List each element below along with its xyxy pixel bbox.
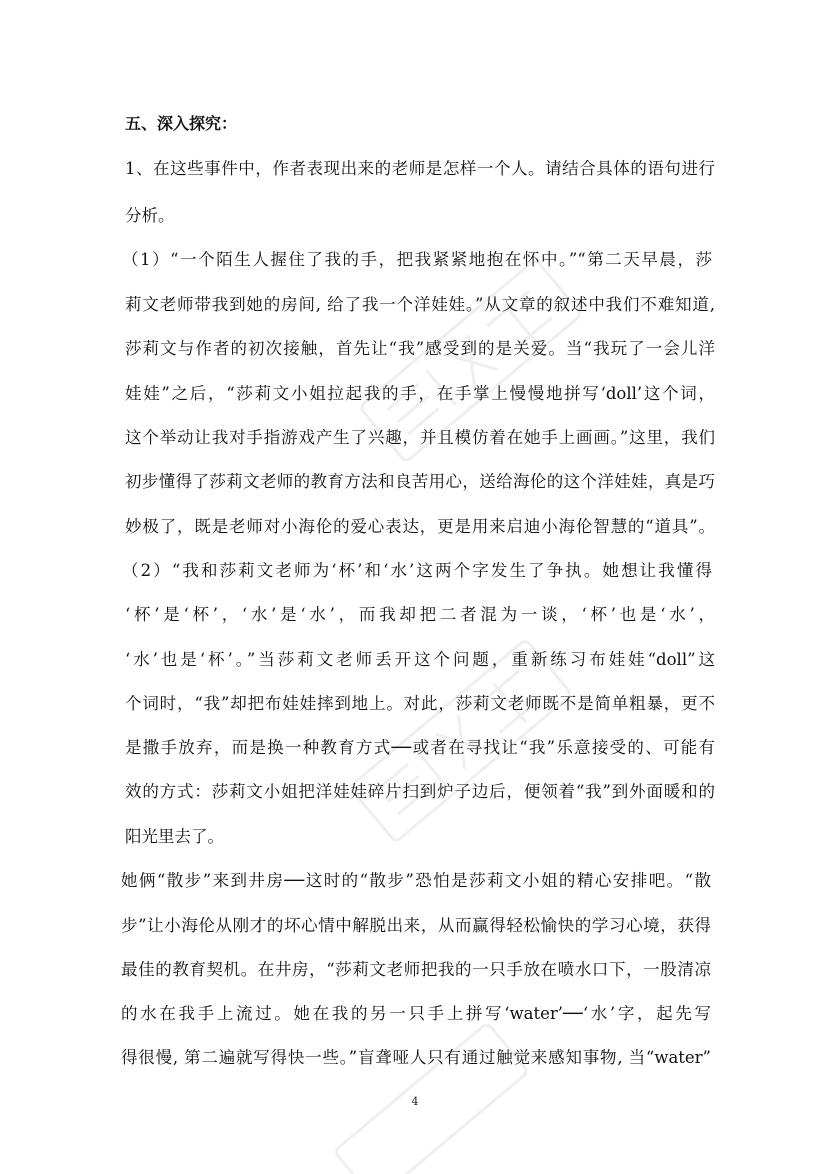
paragraph-line: 最佳的教育契机。在井房，“莎莉文老师把我的一只手放在喷水口下，一股清凉 [121,960,711,979]
paragraph-line: 个词时，“我”却把布娃娃摔到地上。对此，莎莉文老师既不是简单粗暴，更不 [125,694,715,713]
paragraph-line: 步”让小海伦从刚才的坏心情中解脱出来，从而赢得轻松愉快的学习心境，获得 [121,916,711,935]
paragraph-line: （1）“一个陌生人握住了我的手，把我紧紧地抱在怀中。”“第二天早晨，莎 [122,250,712,269]
paragraph-line: 阳光里去了。 [125,827,224,846]
paragraph-line: 得很慢, 第二遍就写得快一些。”盲聋哑人只有通过触觉来感知事物, 当“water” [121,1048,711,1067]
paragraph-line: 的水在我手上流过。她在我的另一只手上拼写‘water’──‘水’字，起先写 [121,1004,711,1023]
paragraph-line: 娃娃”之后，“莎莉文小姐拉起我的手，在手掌上慢慢地拼写‘doll’这个词， [125,384,715,403]
paragraph-line: 是撒手放弃，而是换一种教育方式──或者在寻找让“我”乐意接受的、可能有 [125,738,715,757]
paragraph-line: 这个举动让我对手指游戏产生了兴趣，并且模仿着在她手上画画。”这里，我们 [125,428,715,447]
paragraph-line: ‘水’也是‘杯’。”当莎莉文老师丢开这个问题，重新练习布娃娃“doll”这 [125,650,715,669]
paragraph-line: 效的方式：莎莉文小姐把洋娃娃碎片扫到炉子边后，便领着“我”到外面暖和的 [125,782,715,801]
page-number: 4 [411,1095,419,1108]
paragraph-line: 莉文老师带我到她的房间, 给了我一个洋娃娃。”从文章的叙述中我们不难知道, [125,295,715,314]
paragraph-line: 莎莉文与作者的初次接触，首先让“我”感受到的是关爱。当“我玩了一会儿洋 [125,339,715,358]
paragraph-line: 初步懂得了莎莉文老师的教育方法和良苦用心，送给海伦的这个洋娃娃，真是巧 [125,472,715,491]
paragraph-line: 她俩“散步”来到井房──这时的“散步”恐怕是莎莉文小姐的精心安排吧。“散 [121,871,711,890]
paragraph-line: 妙极了，既是老师对小海伦的爱心表达，更是用来启迪小海伦智慧的“道具”。 [125,517,715,536]
paragraph-line: ‘杯’是‘杯’，‘水’是‘水’，而我却把二者混为一谈，‘杯’也是‘水’， [125,605,715,624]
paragraph-line: 1、在这些事件中，作者表现出来的老师是怎样一个人。请结合具体的语句进行 [125,159,715,178]
section-heading: 五、深入探究： [125,114,238,133]
paragraph-line: 分析。 [125,206,175,225]
paragraph-line: （2）“我和莎莉文老师为‘杯’和‘水’这两个字发生了争执。她想让我懂得 [122,561,712,580]
